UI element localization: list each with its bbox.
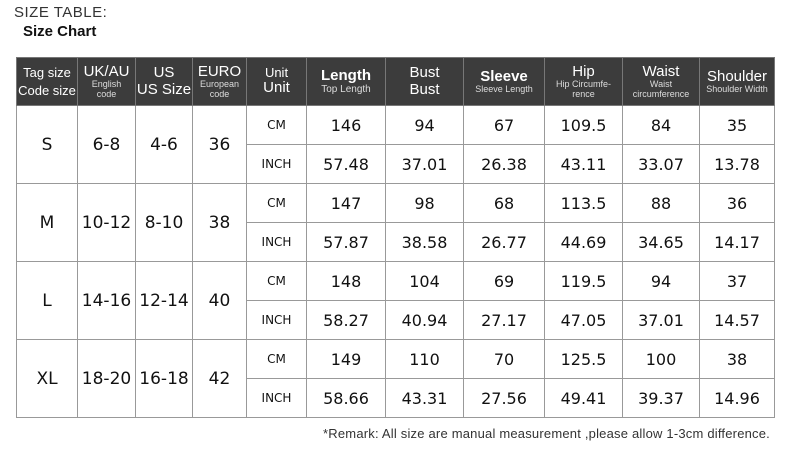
header-uk-au <box>78 58 136 106</box>
header-sub: Waist circumference <box>632 79 690 99</box>
shoulder-cell: 14.96 <box>700 379 775 418</box>
unit-cell: INCH <box>247 145 307 184</box>
euro-cell: 38 <box>193 184 247 262</box>
length-cell: 58.66 <box>307 379 386 418</box>
uk-au-cell: 18-20 <box>78 340 136 418</box>
header-main: Unit <box>264 65 289 81</box>
length-cell: 148 <box>307 262 386 301</box>
waist-cell: 100 <box>623 340 700 379</box>
hip-cell: 109.5 <box>545 106 623 145</box>
unit-cell: CM <box>247 184 307 223</box>
header-main: Length <box>321 67 371 84</box>
euro-cell: 36 <box>193 106 247 184</box>
header-sub: Shoulder Width <box>706 84 768 95</box>
unit-cell: INCH <box>247 379 307 418</box>
euro-cell: 42 <box>193 340 247 418</box>
header-shoulder <box>700 58 775 106</box>
us-size-cell: 4-6 <box>136 106 193 184</box>
header-main: US <box>153 64 175 81</box>
header-euro <box>193 58 247 106</box>
length-cell: 146 <box>307 106 386 145</box>
waist-cell: 88 <box>623 184 700 223</box>
header-sub: Unit <box>263 79 290 97</box>
tag-size-cell: S <box>17 106 78 184</box>
waist-cell: 37.01 <box>623 301 700 340</box>
header-main: UK/AU <box>83 62 130 80</box>
sleeve-cell: 27.17 <box>464 301 545 340</box>
header-sub: English code <box>91 79 122 99</box>
header-bust <box>386 58 464 106</box>
header-tag-size <box>17 58 78 106</box>
tag-size-cell: L <box>17 262 78 340</box>
us-size-cell: 8-10 <box>136 184 193 262</box>
size-chart-table <box>16 57 775 418</box>
unit-cell: CM <box>247 340 307 379</box>
sleeve-cell: 68 <box>464 184 545 223</box>
header-main: EURO <box>197 62 242 80</box>
tag-size-cell: M <box>17 184 78 262</box>
header-main: Tag size <box>23 64 71 80</box>
waist-cell: 33.07 <box>623 145 700 184</box>
length-cell: 57.87 <box>307 223 386 262</box>
uk-au-cell: 10-12 <box>78 184 136 262</box>
shoulder-cell: 13.78 <box>700 145 775 184</box>
table-row <box>17 262 775 301</box>
header-main: Shoulder <box>706 67 768 85</box>
header-hip <box>545 58 623 106</box>
shoulder-cell: 35 <box>700 106 775 145</box>
shoulder-cell: 36 <box>700 184 775 223</box>
header-sub: Hip Circumfe- rence <box>555 79 611 99</box>
unit-cell: CM <box>247 262 307 301</box>
bust-cell: 43.31 <box>386 379 464 418</box>
uk-au-cell: 14-16 <box>78 262 136 340</box>
tag-size-cell: XL <box>17 340 78 418</box>
header-sub: Top Length <box>321 83 371 95</box>
bust-cell: 98 <box>386 184 464 223</box>
header-waist <box>623 58 700 106</box>
hip-cell: 113.5 <box>545 184 623 223</box>
bust-cell: 38.58 <box>386 223 464 262</box>
hip-cell: 43.11 <box>545 145 623 184</box>
hip-cell: 44.69 <box>545 223 623 262</box>
shoulder-cell: 14.17 <box>700 223 775 262</box>
waist-cell: 84 <box>623 106 700 145</box>
waist-cell: 34.65 <box>623 223 700 262</box>
remark-note: *Remark: All size are manual measurement ,please allow 1-3cm difference. <box>323 426 770 441</box>
length-cell: 57.48 <box>307 145 386 184</box>
header-sub: US Size <box>136 80 192 98</box>
us-size-cell: 12-14 <box>136 262 193 340</box>
unit-cell: CM <box>247 106 307 145</box>
table-header-row <box>17 58 775 106</box>
sleeve-cell: 70 <box>464 340 545 379</box>
header-sub: Sleeve Length <box>475 84 533 95</box>
sleeve-cell: 26.38 <box>464 145 545 184</box>
bust-cell: 104 <box>386 262 464 301</box>
length-cell: 147 <box>307 184 386 223</box>
header-main: Sleeve <box>480 67 528 85</box>
header-main: Hip <box>572 62 595 80</box>
shoulder-cell: 38 <box>700 340 775 379</box>
header-main: Waist <box>642 62 680 80</box>
hip-cell: 49.41 <box>545 379 623 418</box>
sleeve-cell: 27.56 <box>464 379 545 418</box>
unit-cell: INCH <box>247 301 307 340</box>
shoulder-cell: 37 <box>700 262 775 301</box>
header-length <box>307 58 386 106</box>
page-subtitle: Size Chart <box>23 23 97 40</box>
sleeve-cell: 67 <box>464 106 545 145</box>
table-row <box>17 340 775 379</box>
sleeve-cell: 69 <box>464 262 545 301</box>
header-main: Bust <box>409 64 440 81</box>
euro-cell: 40 <box>193 262 247 340</box>
bust-cell: 110 <box>386 340 464 379</box>
uk-au-cell: 6-8 <box>78 106 136 184</box>
bust-cell: 94 <box>386 106 464 145</box>
header-sub: Code size <box>18 82 76 98</box>
page-title: SIZE TABLE: <box>14 4 108 21</box>
us-size-cell: 16-18 <box>136 340 193 418</box>
hip-cell: 47.05 <box>545 301 623 340</box>
header-sub: European code <box>199 79 240 99</box>
header-unit <box>247 58 307 106</box>
length-cell: 58.27 <box>307 301 386 340</box>
table-row <box>17 184 775 223</box>
hip-cell: 119.5 <box>545 262 623 301</box>
waist-cell: 39.37 <box>623 379 700 418</box>
header-us <box>136 58 193 106</box>
bust-cell: 37.01 <box>386 145 464 184</box>
sleeve-cell: 26.77 <box>464 223 545 262</box>
header-sub: Bust <box>409 80 440 98</box>
hip-cell: 125.5 <box>545 340 623 379</box>
length-cell: 149 <box>307 340 386 379</box>
table-row <box>17 106 775 145</box>
shoulder-cell: 14.57 <box>700 301 775 340</box>
bust-cell: 40.94 <box>386 301 464 340</box>
waist-cell: 94 <box>623 262 700 301</box>
header-sleeve <box>464 58 545 106</box>
unit-cell: INCH <box>247 223 307 262</box>
